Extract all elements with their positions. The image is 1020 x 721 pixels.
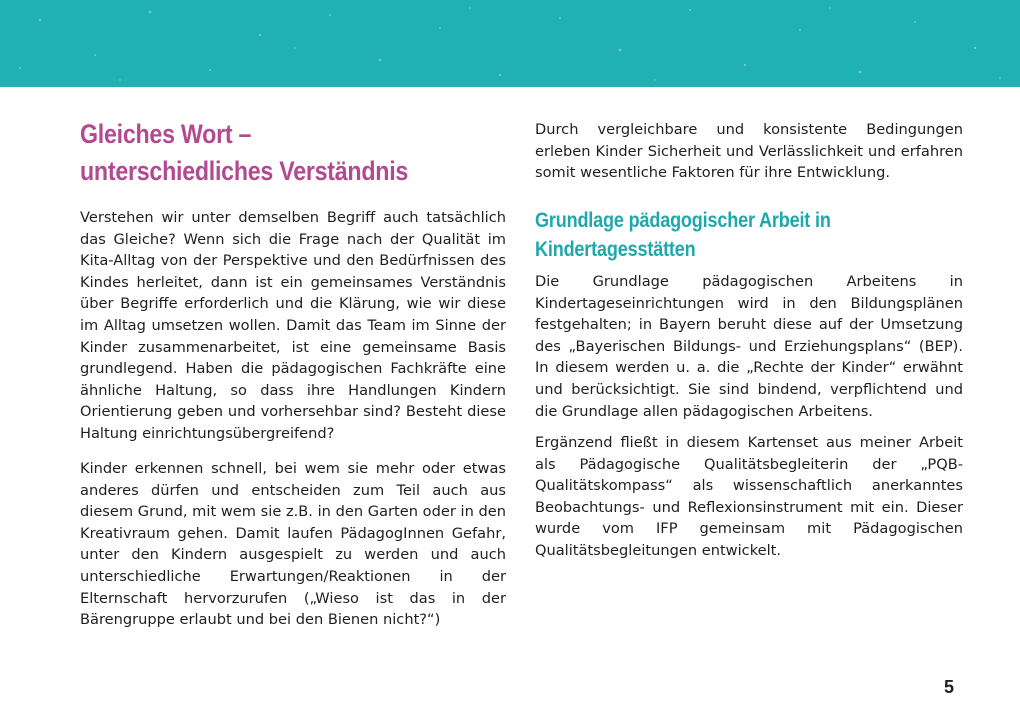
body-paragraph-1: Verstehen wir unter demselben Begriff auch tatsächlich das Gleiche? Wenn sich die Frage nach der Qualität im Kita-Alltag von der Perspektive und den Bedürfnissen des Kindes herleitet, dann ist ein gemeinsames Verständnis über Begriffe erforderlich und die Klärung, wie wir diese im Alltag umsetzen wollen. Damit das Team im Sinne der Kinder zusammenarbeitet, ist eine gemeinsame Basis grundlegend. Haben die pädagogischen Fachkräfte eine ähnliche Haltung, so dass ihre Handlungen Kindern Orientierung geben und vorhersehbar sind? Besteht diese Haltung einrichtungsübergreifend? [80,209,506,442]
body-paragraph-3: Durch vergleichbare und konsistente Bedingungen erleben Kinder Sicherheit und Verlässlichkeit und erfahren somit wesentliche Faktoren für ihre Entwicklung. [535,121,963,182]
header-band [0,0,1020,87]
body-paragraph-2: Kinder erkennen schnell, bei wem sie mehr oder etwas anderes dürfen und entscheiden zum Teil auch aus diesem Grund, mit wem sie z.B. in den Garten oder in den Kreativraum gehen. Damit laufen PädagogInnen Gefahr, unter den Kindern ausgespielt zu werden und auch unterschiedliche Erwartungen/Reaktionen in der Elternschaft hervorzurufen („Wieso ist das in der Bärengruppe erlaubt und bei den Bienen nicht?“) [80,460,506,629]
page-number: 5 [944,677,955,697]
speckle-texture [0,0,1020,87]
body-paragraph-4: Die Grundlage pädagogischen Arbeitens in Kindertageseinrichtungen wird in den Bildungsplänen festgehalten; in Bayern beruht diese auf der Umsetzung des „Bayerischen Bildungs- und Erziehungsplans“ (BEP). In diesem werden u. a. die „Rechte der Kinder“ erwähnt und berücksichtigt. Sie sind bindend, verpflichtend und die Grundlage allen pädagogischen Arbeitens. [535,273,963,420]
section-heading: Grundlage pädagogischer Arbeit in Kindertagesstätten [535,209,831,261]
page-title: Gleiches Wort – unterschiedliches Verständnis [80,119,409,186]
body-paragraph-5: Ergänzend fließt in diesem Kartenset aus meiner Arbeit als Pädagogische Qualitätsbegleiterin der „PQB-Qualitätskompass“ als wissenschaftlich anerkanntes Beobachtungs- und Reflexionsinstrument mit ein. Dieser wurde vom IFP gemeinsam mit Pädagogischen Qualitätsbegleitungen entwickelt. [535,434,963,559]
